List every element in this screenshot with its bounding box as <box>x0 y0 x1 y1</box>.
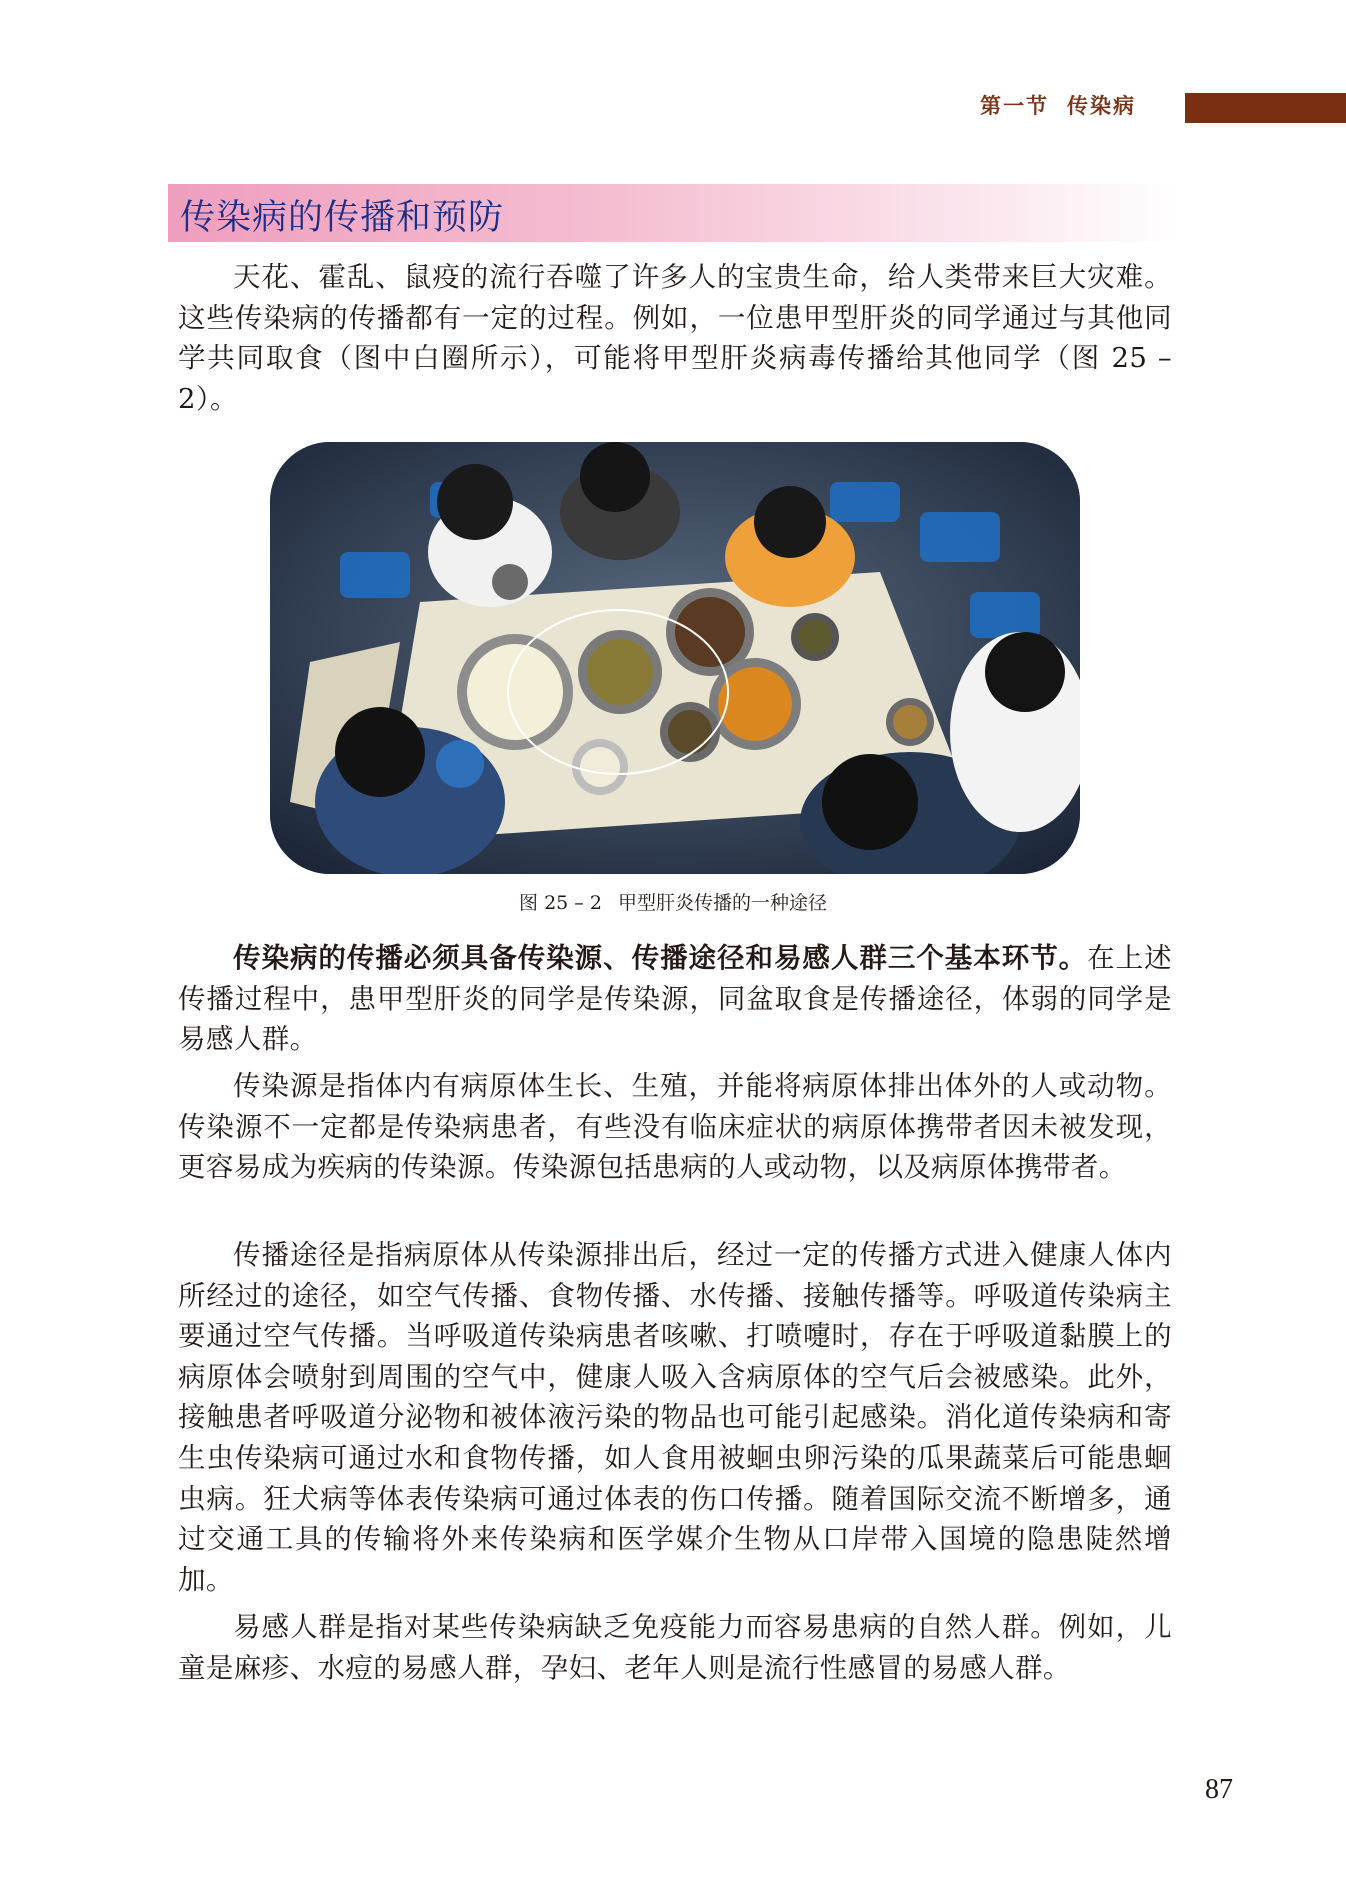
running-head <box>980 90 1136 120</box>
section-title: 传染病的传播和预防 <box>180 198 505 238</box>
running-head-bar <box>1185 93 1346 123</box>
paragraph-three-links <box>178 938 1172 1060</box>
photo-illustration <box>270 442 1080 874</box>
figure-caption-text: 甲型肝炎传播的一种途径 <box>617 892 827 914</box>
paragraph-infection-source: 传染源是指体内有病原体生长、生殖，并能将病原体排出体外的人或动物。传染源不一定都是传染病患者，有些没有临床症状的病原体携带者因未被发现，更容易成为疾病的传染源。传染源包括患病的人或动物，以及病原体携带者。 <box>178 1070 1172 1184</box>
figure-photo-shared-meal <box>270 442 1080 874</box>
running-head-section: 第一节 <box>980 94 1049 118</box>
paragraph-susceptible-population: 易感人群是指对某些传染病缺乏免疫能力而容易患病的自然人群。例如，儿童是麻疹、水痘的易感人群，孕妇、老年人则是流行性感冒的易感人群。 <box>178 1611 1172 1684</box>
page-number: 87 <box>1205 1774 1233 1805</box>
paragraph-intro: 天花、霍乱、鼠疫的流行吞噬了许多人的宝贵生命，给人类带来巨大灾难。这些传染病的传播都有一定的过程。例如，一位患甲型肝炎的同学通过与其他同学共同取食（图中白圈所示），可能将甲型肝炎病毒传播给其他同学（图 25 – 2）。 <box>178 261 1172 415</box>
figure-caption <box>0 888 1346 915</box>
paragraph-three-links-rest: 在上述传播过程中，患甲型肝炎的同学是传染源，同盆取食是传播途径，体弱的同学是易感人群。 <box>178 942 1172 1056</box>
figure-number: 图 25 – 2 <box>519 892 602 914</box>
key-statement: 传染病的传播必须具备传染源、传播途径和易感人群三个基本环节。 <box>233 942 1088 974</box>
running-head-topic: 传染病 <box>1067 94 1136 118</box>
paragraph-transmission-route: 传播途径是指病原体从传染源排出后，经过一定的传播方式进入健康人体内所经过的途径，如空气传播、食物传播、水传播、接触传播等。呼吸道传染病主要通过空气传播。当呼吸道传染病患者咳嗽、打喷嚏时，存在于呼吸道黏膜上的病原体会喷射到周围的空气中，健康人吸入含病原体的空气后会被感染。此外，接触患者呼吸道分泌物和被体液污染的物品也可能引起感染。消化道传染病和寄生虫传染病可通过水和食物传播，如人食用被蛔虫卵污染的瓜果蔬菜后可能患蛔虫病。狂犬病等体表传染病可通过体表的伤口传播。随着国际交流不断增多，通过交通工具的传输将外来传染病和医学媒介生物从口岸带入国境的隐患陡然增加。 <box>178 1239 1172 1596</box>
